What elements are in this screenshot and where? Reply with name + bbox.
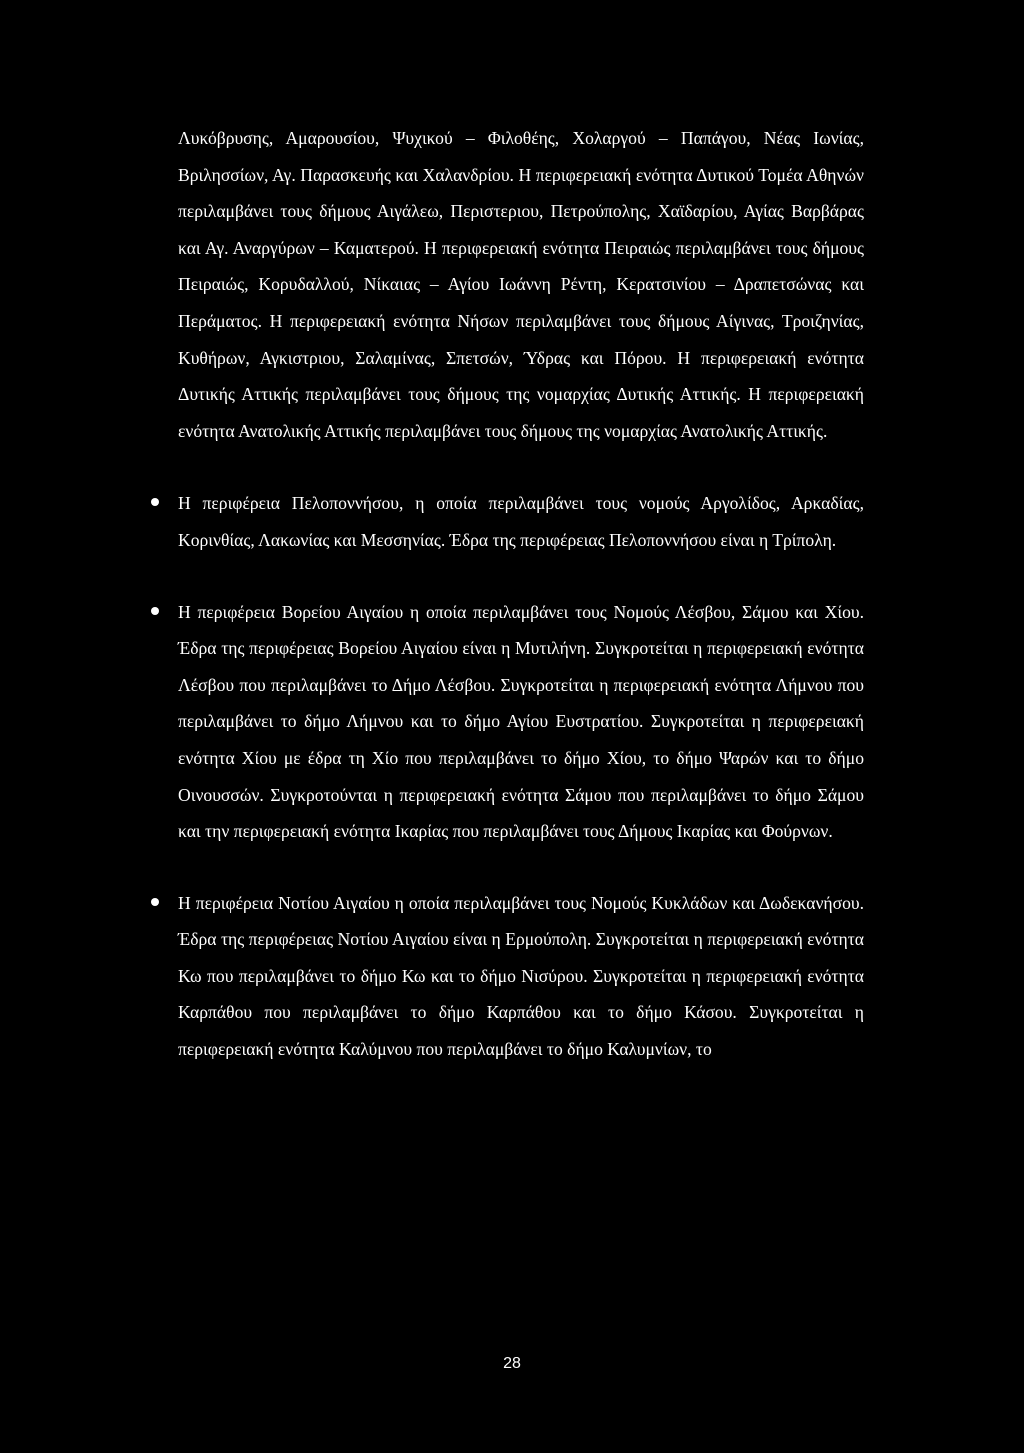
document-page xyxy=(178,120,864,1068)
bullet-text: Η περιφέρεια Πελοποννήσου, η οποία περιλαμβάνει τους νομούς Αργολίδος, Αρκαδίας, Κορινθίας, Λακωνίας και Μεσσηνίας. Έδρα της περιφέρειας Πελοποννήσου είναι η Τρίπολη. xyxy=(178,493,864,550)
bullet-item-north-aegean xyxy=(178,594,864,850)
bullet-text: Η περιφέρεια Βορείου Αιγαίου η οποία περιλαμβάνει τους Νομούς Λέσβου, Σάμου και Χίου. Έδρα της περιφέρειας Βορείου Αιγαίου είναι η Μυτιλήνη. Συγκροτείται η περιφερειακή ενότητα Λέσβου που περιλαμβάνει το Δήμο Λέσβου. Συγκροτείται η περιφερειακή ενότητα Λήμνου που περιλαμβάνει το δήμο Λήμνου και το δήμο Αγίου Ευστρατίου. Συγκροτείται η περιφερειακή ενότητα Χίου με έδρα τη Χίο που περιλαμβάνει το δήμο Χίου, το δήμο Ψαρών και το δήμο Οινουσσών. Συγκροτούνται η περιφερειακή ενότητα Σάμου που περιλαμβάνει το δήμο Σάμου και την περιφερειακή ενότητα Ικαρίας που περιλαμβάνει τους Δήμους Ικαρίας και Φούρνων. xyxy=(178,601,864,842)
bullet-icon xyxy=(151,498,159,506)
bullet-text: Η περιφέρεια Νοτίου Αιγαίου η οποία περιλαμβάνει τους Νομούς Κυκλάδων και Δωδεκανήσου. Έδρα της περιφέρειας Νοτίου Αιγαίου είναι η Ερμούπολη. Συγκροτείται η περιφερειακή ενότητα Κω που περιλαμβάνει το δήμο Κω και το δήμο Νισύρου. Συγκροτείται η περιφερειακή ενότητα Καρπάθου που περιλαμβάνει το δήμο Καρπάθου και το δήμο Κάσου. Συγκροτείται η περιφερειακή ενότητα Καλύμνου που περιλαμβάνει το δήμο Καλυμνίων, το xyxy=(178,892,864,1060)
bullet-icon xyxy=(151,607,159,615)
page-number: 28 xyxy=(503,1355,521,1372)
bullet-item-south-aegean xyxy=(178,885,864,1068)
bullet-icon xyxy=(151,898,159,906)
bullet-item-peloponnese xyxy=(178,485,864,558)
intro-paragraph: Λυκόβρυσης, Αμαρουσίου, Ψυχικού – Φιλοθέης, Χολαργού – Παπάγου, Νέας Ιωνίας, Βριλησσίων, Αγ. Παρασκευής και Χαλανδρίου. Η περιφερειακή ενότητα Δυτικού Τομέα Αθηνών περιλαμβάνει τους δήμους Αιγάλεω, Περιστεριου, Πετρούπολης, Χαϊδαρίου, Αγίας Βαρβάρας και Αγ. Αναργύρων – Καματερού. Η περιφερειακή ενότητα Πειραιώς περιλαμβάνει τους δήμους Πειραιώς, Κορυδαλλού, Νίκαιας – Αγίου Ιωάννη Ρέντη, Κερατσινίου – Δραπετσώνας και Περάματος. Η περιφερειακή ενότητα Νήσων περιλαμβάνει τους δήμους Αίγινας, Τροιζηνίας, Κυθήρων, Αγκιστριου, Σαλαμίνας, Σπετσών, Ύδρας και Πόρου. Η περιφερειακή ενότητα Δυτικής Αττικής περιλαμβάνει τους δήμους της νομαρχίας Δυτικής Αττικής. Η περιφερειακή ενότητα Ανατολικής Αττικής περιλαμβάνει τους δήμους της νομαρχίας Ανατολικής Αττικής. xyxy=(178,128,864,441)
